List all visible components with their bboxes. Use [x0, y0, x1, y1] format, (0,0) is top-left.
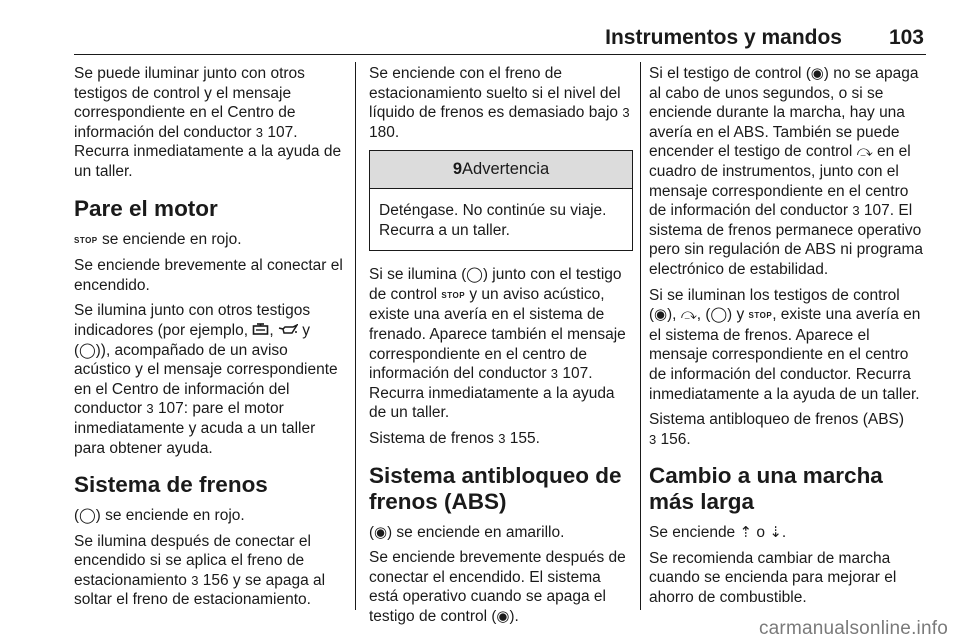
abs-icon: (◉) [369, 523, 393, 541]
paragraph: Se enciende brevemente después de conectar el encendido. El sistema está operativo cuando se apaga el testigo de control (◉). [369, 549, 626, 625]
paragraph: Se puede iluminar junto con otros testigos de control y el mensaje correspondiente en el Centro de información del conductor 3 107. Recurra inmediatamente a la ayuda de un taller. [74, 65, 342, 180]
stop-warning-icon: STOP [74, 235, 98, 245]
paragraph: Si se iluminan los testigos de control (◉), ⤼, (◯) y STOP, existe una avería en el sistema de frenos. Aparece el mensaje correspondiente en el centro de información del conductor. Recurra inmediatamente a la ayuda de un taller. [649, 286, 921, 403]
paragraph: Se ilumina después de conectar el encendido si se aplica el freno de estacionamiento 3 156 y se apaga al soltar el freno de estacionamiento. [74, 532, 326, 609]
page-reference-arrow-icon: 3 [498, 430, 506, 446]
warning-text: Deténgase. No continúe su viaje. Recurra a un taller. [379, 201, 607, 239]
column-2 [369, 64, 633, 632]
abs-icon: (◉) [491, 607, 515, 625]
header-rule [74, 54, 926, 55]
page-number: 103 [888, 26, 924, 49]
column-divider [355, 62, 356, 610]
page-reference-arrow-icon: 3 [550, 366, 559, 382]
brake-system-icon: (◯) [461, 266, 488, 284]
warning-triangle-icon: 9 [452, 160, 463, 179]
stop-warning-icon: STOP [441, 290, 466, 300]
column-1 [74, 64, 346, 616]
abs-icon: (◉) [805, 65, 829, 82]
paragraph: Sistema antibloqueo de frenos (ABS) 3 156. [649, 411, 905, 448]
column-divider [640, 62, 641, 610]
stability-control-icon: ⤼ [680, 306, 697, 324]
paragraph: Si el testigo de control (◉) no se apaga al cabo de unos segundos, o si se enciende durante la marcha, hay una avería en el ABS. También se puede encender el testigo de control ⤼ en el cuadro de instrumentos, junto con el mensaje correspondiente en el centro de información del conductor 3 107. El sistema de frenos permanece operativo pero sin regulación de ABS ni programa electrónico de estabilidad. [649, 65, 923, 278]
warning-header [370, 151, 632, 189]
paragraph: Se ilumina junto con otros testigos indicadores (por ejemplo, , y (◯)), acompañado de un aviso acústico y el mensaje correspondiente en el Centro de información del conductor 3 107: pare el motor inmediatamente y acuda a un taller para obtener ayuda. [74, 302, 338, 457]
engine-temperature-icon [252, 323, 269, 336]
heading-sistema-de-frenos: Sistema de frenos [74, 472, 268, 498]
heading-cambio-marcha: Cambio a una marcha más larga [649, 463, 883, 515]
paragraph: Se enciende con el freno de estacionamiento suelto si el nivel del líquido de frenos es demasiado bajo 3 180. [369, 65, 630, 141]
warning-title: Advertencia [462, 160, 550, 179]
heading-sistema-antibloqueo: Sistema antibloqueo de frenos (ABS) [369, 462, 622, 514]
stop-warning-icon: STOP [748, 311, 773, 321]
stability-control-icon: ⤼ [856, 143, 873, 161]
page-header [0, 0, 960, 56]
paragraph: (◯) se enciende en rojo. [74, 507, 245, 525]
paragraph: Se enciende brevemente al conectar el encendido. [74, 257, 343, 294]
warning-box [369, 150, 633, 251]
page-reference-arrow-icon: 3 [191, 572, 199, 588]
paragraph: Se enciende ⇡ o ⇣. [649, 524, 787, 542]
brake-system-icon: (◯) [74, 341, 101, 359]
shift-up-icon: ⇡ [739, 524, 753, 542]
watermark: carmanualsonline.info [758, 618, 948, 639]
shift-down-icon: ⇣ [769, 524, 782, 542]
paragraph: Sistema de frenos 3 155. [369, 429, 540, 447]
brake-system-icon: (◯) [705, 306, 733, 324]
paragraph: (◉) se enciende en amarillo. [369, 523, 565, 541]
paragraph: Se recomienda cambiar de marcha cuando se encienda para mejorar el ahorro de combustible. [649, 549, 897, 607]
abs-icon: (◉) [649, 306, 673, 324]
column-3 [649, 64, 927, 614]
brake-system-icon: (◯) [74, 507, 101, 525]
paragraph: STOP se enciende en rojo. [74, 230, 242, 248]
paragraph: Si se ilumina (◯) junto con el testigo de control STOP y un aviso acústico, existe una avería en el sistema de frenado. Aparece también el mensaje correspondiente en el centro de información del conductor 3 107. Recurra inmediatamente a la ayuda de un taller. [369, 266, 626, 422]
heading-pare-el-motor: Pare el motor [74, 195, 218, 221]
page-reference-arrow-icon: 3 [649, 431, 657, 447]
page-reference-arrow-icon: 3 [852, 203, 860, 219]
oil-pressure-icon [278, 324, 298, 336]
page-reference-arrow-icon: 3 [146, 401, 154, 417]
page-reference-arrow-icon: 3 [622, 105, 630, 121]
page-reference-arrow-icon: 3 [255, 124, 264, 140]
page-section-title: Instrumentos y mandos [605, 26, 842, 49]
